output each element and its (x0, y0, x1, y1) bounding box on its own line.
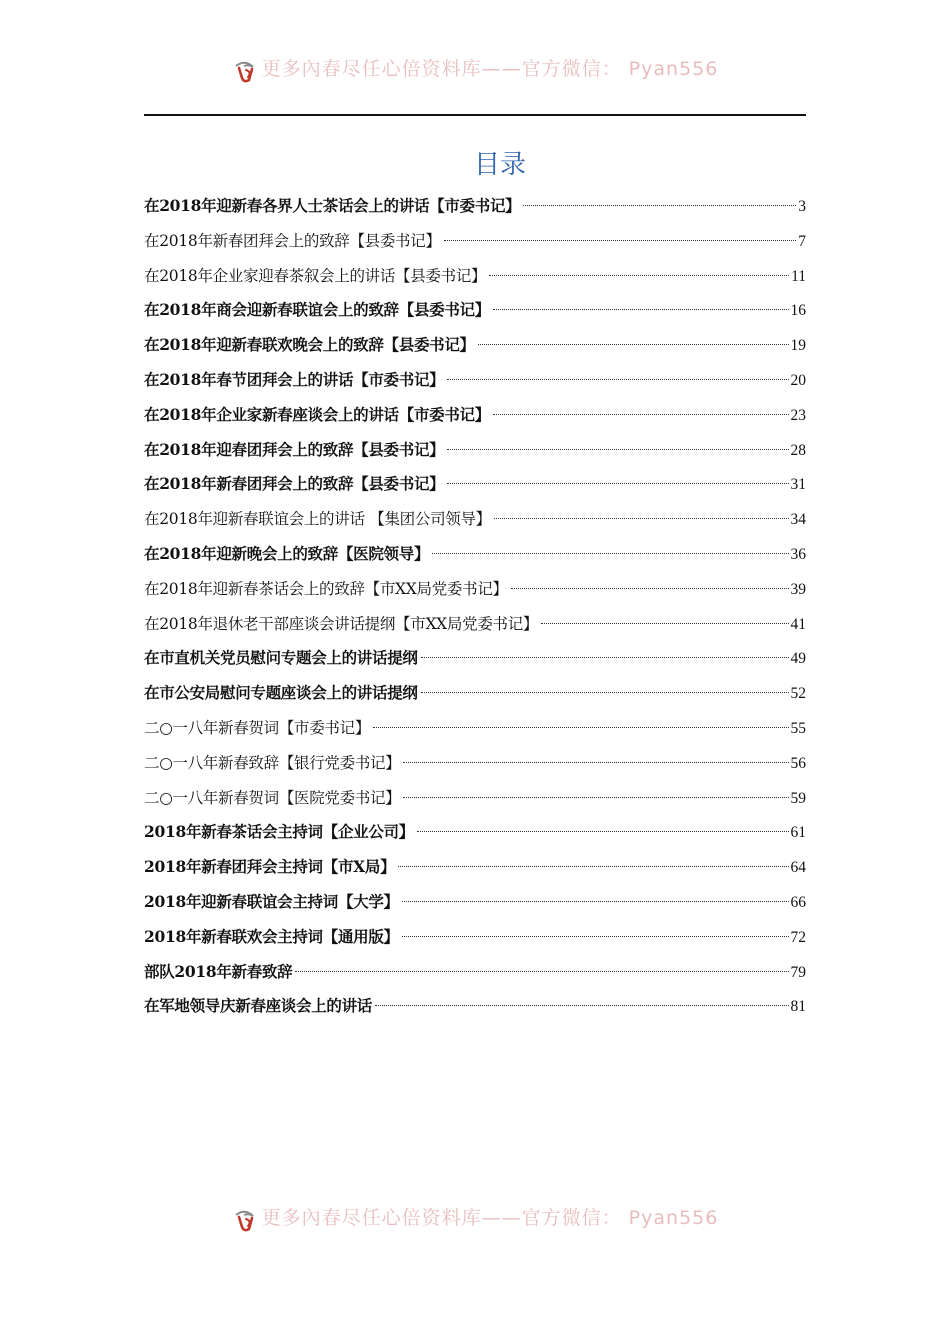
dot-leader (417, 831, 789, 832)
toc-entry[interactable] (144, 433, 806, 468)
toc-entry[interactable] (144, 293, 806, 328)
toc-entry[interactable] (144, 746, 806, 781)
dot-leader (523, 205, 796, 206)
toc-entry[interactable] (144, 328, 806, 363)
toc-entry[interactable] (144, 259, 806, 294)
toc-entry-title: 在2018年新春团拜会上的致辞【县委书记】 (144, 474, 445, 494)
toc-entry[interactable] (144, 989, 806, 1024)
dot-leader (421, 692, 789, 693)
toc-entry-title: 在军地领导庆新春座谈会上的讲话 (144, 996, 373, 1016)
footer-watermark (0, 1207, 950, 1237)
toc-entry-title: 在2018年迎新春各界人士茶话会上的讲话【市委书记】 (144, 196, 521, 215)
toc-entry-title: 二○一八年新春致辞【银行党委书记】 (144, 753, 401, 772)
toc-page-number: 81 (790, 998, 806, 1016)
dot-leader (447, 483, 788, 484)
dot-leader (447, 449, 788, 450)
toc-entry[interactable] (144, 502, 806, 537)
dot-leader (541, 623, 788, 624)
logo-icon (232, 60, 258, 86)
dot-leader (432, 553, 788, 554)
toc-entry-title: 在2018年商会迎新春联谊会上的致辞【县委书记】 (144, 300, 490, 320)
logo-icon (232, 1209, 258, 1235)
dot-leader (403, 797, 788, 798)
toc-entry[interactable] (144, 398, 806, 433)
toc-entry-title: 部队2018年新春致辞 (144, 961, 293, 981)
dot-leader (295, 971, 788, 972)
toc-entry-title: 2018年新春茶话会主持词【企业公司】 (144, 822, 414, 842)
toc-entry[interactable] (144, 572, 806, 607)
toc-entry-title: 在2018年新春团拜会上的致辞【县委书记】 (144, 231, 441, 250)
toc-entry[interactable] (144, 537, 806, 572)
toc-page-number: 7 (798, 232, 806, 250)
header-divider (144, 114, 806, 116)
dot-leader (444, 240, 797, 241)
header-watermark (0, 58, 950, 88)
dot-leader (447, 379, 788, 380)
toc-entry[interactable] (144, 467, 806, 502)
toc-page-number: 59 (790, 789, 806, 807)
toc-page-number: 11 (791, 267, 806, 285)
toc-page-number: 19 (790, 337, 806, 355)
toc-page-number: 55 (790, 719, 806, 737)
toc-page-number: 16 (790, 302, 806, 320)
toc-entry[interactable] (144, 224, 806, 259)
toc-entry-title: 在2018年迎春团拜会上的致辞【县委书记】 (144, 439, 445, 459)
dot-leader (373, 727, 788, 728)
toc-page-number: 28 (790, 441, 806, 459)
toc-entry-title: 在2018年企业家迎春茶叙会上的讲话【县委书记】 (144, 266, 487, 285)
toc-page-number: 39 (790, 580, 806, 598)
toc-entry-title: 在2018年春节团拜会上的讲话【市委书记】 (144, 369, 445, 389)
watermark-text: 更多內春尽任心倍资料库——官方微信： Pyan556 (261, 58, 719, 80)
toc-entry[interactable] (144, 676, 806, 711)
toc-entry[interactable] (144, 955, 806, 990)
toc-entry-title: 2018年迎新春联谊会主持词【大学】 (144, 891, 399, 911)
toc-page-number: 20 (790, 371, 806, 389)
dot-leader (494, 518, 789, 519)
toc-entry-title: 在2018年迎新春联欢晚会上的致辞【县委书记】 (144, 335, 475, 355)
toc-entry-title: 在2018年企业家新春座谈会上的讲话【市委书记】 (144, 404, 490, 424)
toc-page-number: 56 (790, 754, 806, 772)
toc-page-number: 34 (790, 511, 806, 529)
toc-page-number: 79 (790, 963, 806, 981)
toc-entry-title: 在2018年迎新春联谊会上的讲话 【集团公司领导】 (144, 510, 491, 529)
toc-entry-title: 在市公安局慰问专题座谈会上的讲话提纲 (144, 683, 418, 703)
dot-leader (421, 657, 789, 658)
toc-entry[interactable] (144, 781, 806, 816)
dot-leader (402, 901, 789, 902)
toc-entry-title: 2018年新春团拜会主持词【市X局】 (144, 857, 396, 877)
toc-page-number: 66 (790, 893, 806, 911)
toc-page-number: 41 (790, 615, 806, 633)
dot-leader (489, 275, 789, 276)
dot-leader (403, 762, 788, 763)
toc-page-number: 23 (790, 406, 806, 424)
toc-entry-title: 在2018年迎新晚会上的致辞【医院领导】 (144, 543, 430, 563)
dot-leader (398, 866, 788, 867)
dot-leader (375, 1005, 788, 1006)
toc-entry-title: 二○一八年新春贺词【市委书记】 (144, 718, 371, 737)
toc-entry[interactable] (144, 815, 806, 850)
toc-entry[interactable] (144, 885, 806, 920)
dot-leader (493, 414, 789, 415)
toc-page-number: 61 (790, 824, 806, 842)
dot-leader (493, 309, 789, 310)
dot-leader (511, 588, 789, 589)
toc-entry-title: 在2018年迎新春茶话会上的致辞【市XX局党委书记】 (144, 579, 508, 598)
toc-entry[interactable] (144, 850, 806, 885)
table-of-contents (144, 189, 806, 1024)
toc-page-number: 3 (798, 198, 806, 215)
page-title: 目录 (473, 150, 526, 180)
toc-entry[interactable] (144, 189, 806, 224)
watermark-text: 更多內春尽任心倍资料库——官方微信： Pyan556 (261, 1207, 719, 1229)
toc-entry-title: 2018年新春联欢会主持词【通用版】 (144, 926, 399, 946)
toc-page-number: 49 (790, 650, 806, 668)
dot-leader (478, 344, 789, 345)
toc-entry-title: 在市直机关党员慰问专题会上的讲话提纲 (144, 648, 418, 668)
toc-page-number: 31 (790, 476, 806, 494)
toc-entry[interactable] (144, 641, 806, 676)
toc-page-number: 52 (790, 685, 806, 703)
dot-leader (402, 936, 789, 937)
toc-entry[interactable] (144, 363, 806, 398)
toc-entry-title: 二○一八年新春贺词【医院党委书记】 (144, 788, 401, 807)
toc-page-number: 72 (790, 928, 806, 946)
toc-entry-title: 在2018年退休老干部座谈会讲话提纲【市XX局党委书记】 (144, 614, 539, 633)
toc-entry[interactable] (144, 920, 806, 955)
toc-entry[interactable] (144, 711, 806, 746)
toc-page-number: 64 (790, 859, 806, 877)
toc-entry[interactable] (144, 607, 806, 642)
toc-page-number: 36 (790, 545, 806, 563)
